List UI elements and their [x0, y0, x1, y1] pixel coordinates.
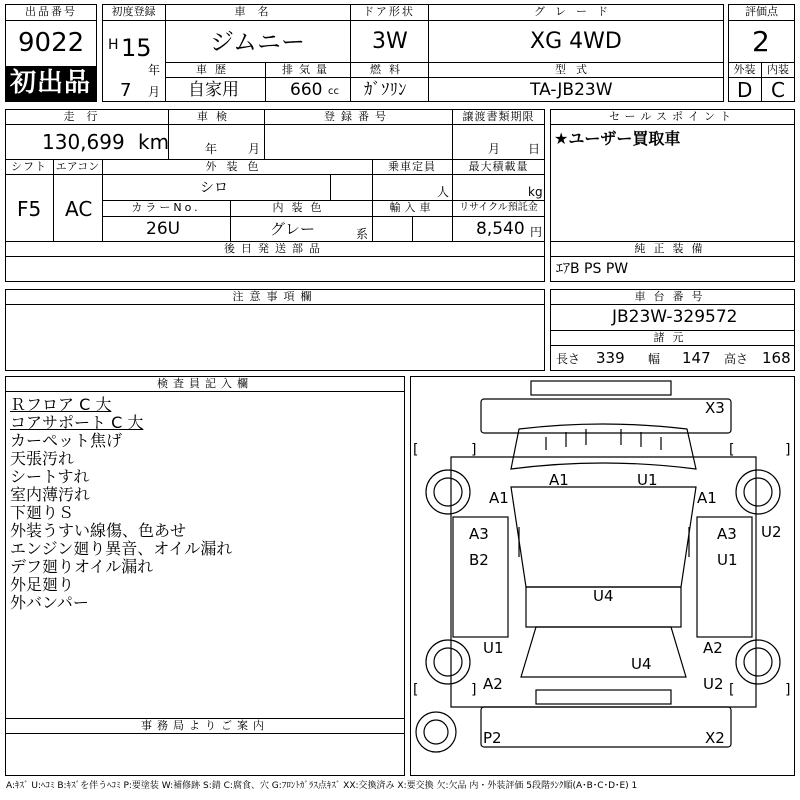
length-label: 長さ [556, 352, 581, 366]
era: H [108, 37, 119, 53]
damage-mark: U1 [637, 471, 658, 489]
car-diagram [410, 376, 795, 776]
equip-text: ｴｱB PS PW [556, 261, 629, 277]
lot-number: 9022 [18, 28, 85, 58]
mileage-unit: km [138, 130, 170, 154]
damage-mark: U2 [761, 523, 782, 541]
tr-month-unit: 月 [488, 142, 501, 156]
bracket: ] [785, 442, 791, 458]
color-no: 26U [146, 219, 181, 239]
damage-mark: U1 [717, 551, 738, 569]
spec-label: 諸元 [653, 331, 692, 344]
score: 2 [752, 25, 770, 58]
model-code: TA-JB23W [530, 80, 613, 100]
door-label: ドア形状 [363, 5, 415, 18]
equip-label: 純正装備 [634, 242, 711, 255]
car-name-label: 車名 [234, 5, 281, 18]
office-label: 事務局よりご案内 [141, 719, 269, 732]
note-line: 外装うすい線傷、色あせ [10, 521, 187, 540]
caution-label: 注意事項欄 [232, 290, 318, 303]
int-color: グレー [270, 220, 316, 238]
damage-mark: X3 [705, 399, 725, 417]
damage-mark: U4 [631, 655, 652, 673]
height-label: 高さ [724, 352, 749, 366]
displacement: 660 [290, 80, 323, 100]
color-label: 外装色 [205, 160, 269, 173]
score-label: 評価点 [745, 5, 778, 18]
note-line: 下廻りＳ [10, 503, 75, 522]
note-line: 天張汚れ [10, 449, 75, 468]
chassis-number: JB23W-329572 [612, 307, 738, 327]
damage-mark: A3 [469, 525, 489, 543]
mileage: 130,699 [42, 130, 125, 154]
length: 339 [596, 349, 625, 367]
width: 147 [682, 349, 711, 367]
chassis-label: 車台番号 [634, 290, 711, 303]
bracket: [ [729, 682, 735, 698]
mileage-label: 走行 [63, 110, 110, 123]
fuel-label: 燃料 [370, 63, 408, 76]
insp-month-unit: 月 [248, 142, 261, 156]
note-line: デフ廻りオイル漏れ [10, 557, 154, 576]
width-label: 幅 [648, 352, 661, 366]
height: 168 [762, 349, 791, 367]
inspection-label: 車検 [197, 110, 235, 123]
int-rank: C [771, 78, 785, 102]
damage-mark: U2 [703, 675, 724, 693]
bracket: ] [785, 682, 791, 698]
transfer-label: 譲渡書類期限 [462, 110, 535, 123]
int-color-label: 内装色 [272, 201, 330, 214]
history-label: 車歴 [196, 63, 234, 76]
int-color-unit: 系 [356, 227, 369, 241]
bracket: ] [471, 682, 477, 698]
disp-label: 排気量 [282, 63, 333, 76]
reg-month: 7 [120, 80, 132, 101]
fuel: ｶﾞｿﾘﾝ [364, 80, 407, 100]
damage-mark: X2 [705, 729, 725, 747]
reg-year: 15 [121, 34, 152, 62]
sales-text: ★ユーザー買取車 [554, 129, 681, 148]
grade-label: グレード [534, 5, 618, 18]
damage-mark: P2 [483, 729, 502, 747]
colorno-label: カラーNo. [131, 201, 201, 214]
note-line: 外足廻り [10, 575, 75, 594]
note-line: エンジン廻り異音、オイル漏れ [10, 539, 233, 558]
damage-mark: A1 [489, 489, 509, 507]
note-line: 外バンパー [10, 593, 89, 612]
ext-rank: D [737, 78, 753, 102]
sales-label: セールスポイント [608, 110, 736, 123]
inspector-label: 検査員記入欄 [157, 377, 253, 390]
car-name: ジムニー [210, 28, 306, 56]
damage-mark: U4 [593, 587, 614, 605]
first-reg-label: 初度登録 [111, 5, 156, 18]
month-unit: 月 [148, 85, 161, 99]
ext-label: 外装 [733, 63, 756, 76]
legend: A:ｷｽﾞ U:ﾍｺﾐ B:ｷｽﾞを伴うﾍｺﾐ P:要塗装 W:補修跡 S:錆 C:腐食、穴 G:ﾌﾛﾝﾄｶﾞﾗｽ点ｷｽﾞ XX:交換済み X:要交換 欠:欠品 内・外装評価 5段階ﾗﾝｸ順(A･B･C･D･E) 1 [6, 781, 638, 791]
load-unit: kg [528, 185, 543, 199]
bracket: [ [413, 442, 419, 458]
note-line: Ｒフロア C 大 [10, 395, 112, 414]
aircon: AC [65, 197, 93, 221]
disp-unit: cc [328, 86, 339, 97]
note-line: 室内薄汚れ [10, 485, 91, 504]
lot-label: 出品番号 [25, 5, 77, 18]
shift: F5 [17, 197, 42, 221]
ac-label: エアコン [55, 160, 100, 173]
car-outline [411, 377, 794, 775]
plate-label: 登録番号 [324, 110, 392, 123]
damage-mark: U1 [483, 639, 504, 657]
door-type: 3W [372, 29, 408, 54]
first-listing-text: 初出品 [10, 68, 92, 98]
capacity-label: 乗車定員 [388, 160, 436, 173]
note-line: コアサポート C 大 [10, 413, 144, 432]
recycle-fee: 8,540 [476, 219, 525, 239]
insp-year-unit: 年 [205, 142, 218, 156]
bracket: ] [471, 442, 477, 458]
year-unit: 年 [148, 63, 161, 77]
shift-label: シフト [11, 160, 47, 173]
note-line: シートすれ [10, 467, 90, 486]
model-label: 型式 [555, 63, 597, 76]
bracket: [ [413, 682, 419, 698]
note-line: カーペット焦げ [10, 431, 123, 450]
damage-mark: A2 [703, 639, 723, 657]
later-parts-label: 後日発送部品 [224, 242, 326, 255]
damage-mark: A3 [717, 525, 737, 543]
damage-mark: A1 [697, 489, 717, 507]
damage-mark: A2 [483, 675, 503, 693]
recycle-label: リサイクル預託金 [459, 202, 538, 213]
damage-mark: B2 [469, 551, 489, 569]
import-label: 輸入車 [389, 201, 435, 214]
load-label: 最大積載量 [468, 160, 529, 173]
history: 自家用 [188, 80, 239, 100]
color: シロ [200, 180, 228, 196]
int-label: 内装 [767, 63, 789, 76]
recycle-unit: 円 [530, 225, 543, 239]
grade: XG 4WD [530, 29, 622, 54]
bracket: [ [729, 442, 735, 458]
tr-day-unit: 日 [528, 142, 541, 156]
capacity-unit: 人 [437, 185, 450, 199]
damage-mark: A1 [549, 471, 569, 489]
